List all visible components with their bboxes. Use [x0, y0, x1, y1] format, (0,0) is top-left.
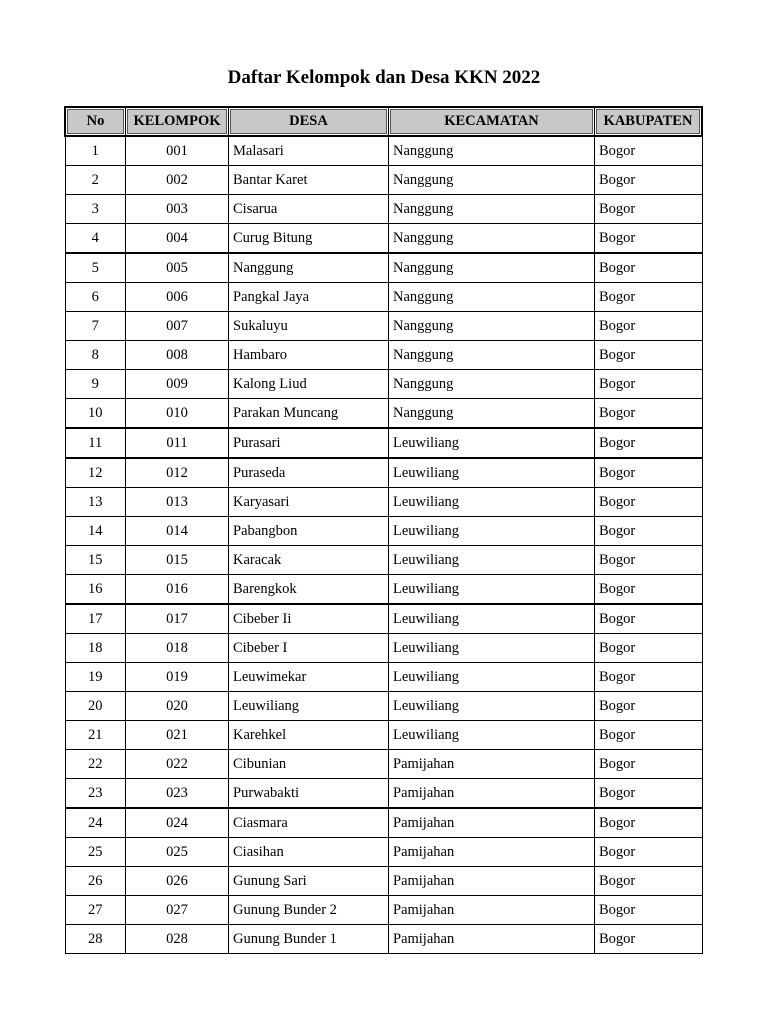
cell-kabupaten: Bogor: [595, 546, 703, 575]
cell-no: 9: [65, 370, 126, 399]
cell-kelompok: 027: [126, 896, 229, 925]
cell-kelompok: 020: [126, 692, 229, 721]
table-row: [65, 224, 702, 254]
table-row: [65, 195, 702, 224]
cell-desa: Cibunian: [229, 750, 389, 779]
cell-no: 2: [65, 166, 126, 195]
cell-kabupaten: Bogor: [595, 253, 703, 283]
cell-desa: Cibeber Ii: [229, 604, 389, 634]
cell-desa: Gunung Sari: [229, 867, 389, 896]
cell-desa: Karyasari: [229, 488, 389, 517]
cell-kelompok: 016: [126, 575, 229, 605]
table-row: [65, 925, 702, 954]
table-row: [65, 779, 702, 809]
cell-kabupaten: Bogor: [595, 341, 703, 370]
cell-no: 12: [65, 458, 126, 488]
table-row: [65, 312, 702, 341]
cell-kelompok: 025: [126, 838, 229, 867]
cell-desa: Cisarua: [229, 195, 389, 224]
cell-kecamatan: Pamijahan: [389, 867, 595, 896]
cell-no: 7: [65, 312, 126, 341]
cell-kecamatan: Nanggung: [389, 136, 595, 166]
cell-kelompok: 021: [126, 721, 229, 750]
cell-no: 19: [65, 663, 126, 692]
cell-kecamatan: Leuwiliang: [389, 517, 595, 546]
table-row: [65, 721, 702, 750]
cell-no: 28: [65, 925, 126, 954]
cell-kelompok: 006: [126, 283, 229, 312]
cell-desa: Parakan Muncang: [229, 399, 389, 429]
cell-kecamatan: Leuwiliang: [389, 575, 595, 605]
cell-kabupaten: Bogor: [595, 517, 703, 546]
cell-kabupaten: Bogor: [595, 370, 703, 399]
cell-kecamatan: Nanggung: [389, 166, 595, 195]
cell-no: 21: [65, 721, 126, 750]
cell-no: 6: [65, 283, 126, 312]
cell-kabupaten: Bogor: [595, 692, 703, 721]
cell-kabupaten: Bogor: [595, 925, 703, 954]
table-body: [65, 136, 702, 954]
header-kabupaten: KABUPATEN: [595, 107, 703, 136]
cell-kelompok: 012: [126, 458, 229, 488]
cell-kabupaten: Bogor: [595, 195, 703, 224]
cell-no: 8: [65, 341, 126, 370]
cell-kelompok: 015: [126, 546, 229, 575]
cell-no: 3: [65, 195, 126, 224]
cell-no: 24: [65, 808, 126, 838]
cell-kabupaten: Bogor: [595, 575, 703, 605]
table-row: [65, 838, 702, 867]
table-row: [65, 808, 702, 838]
cell-no: 11: [65, 428, 126, 458]
cell-no: 27: [65, 896, 126, 925]
cell-kecamatan: Leuwiliang: [389, 428, 595, 458]
cell-kelompok: 019: [126, 663, 229, 692]
cell-desa: Karacak: [229, 546, 389, 575]
cell-kecamatan: Pamijahan: [389, 838, 595, 867]
cell-no: 1: [65, 136, 126, 166]
cell-kelompok: 014: [126, 517, 229, 546]
header-no: No: [65, 107, 126, 136]
cell-no: 13: [65, 488, 126, 517]
cell-kelompok: 005: [126, 253, 229, 283]
cell-no: 22: [65, 750, 126, 779]
cell-kecamatan: Pamijahan: [389, 808, 595, 838]
table-row: [65, 283, 702, 312]
table-row: [65, 370, 702, 399]
cell-desa: Gunung Bunder 1: [229, 925, 389, 954]
cell-kabupaten: Bogor: [595, 488, 703, 517]
cell-desa: Pabangbon: [229, 517, 389, 546]
cell-kelompok: 013: [126, 488, 229, 517]
cell-desa: Hambaro: [229, 341, 389, 370]
cell-desa: Puraseda: [229, 458, 389, 488]
table-row: [65, 488, 702, 517]
cell-kecamatan: Pamijahan: [389, 896, 595, 925]
cell-kabupaten: Bogor: [595, 458, 703, 488]
cell-desa: Ciasmara: [229, 808, 389, 838]
cell-kecamatan: Nanggung: [389, 370, 595, 399]
cell-kecamatan: Nanggung: [389, 224, 595, 254]
table-row: [65, 166, 702, 195]
cell-no: 17: [65, 604, 126, 634]
cell-kabupaten: Bogor: [595, 867, 703, 896]
table-row: [65, 896, 702, 925]
cell-kecamatan: Leuwiliang: [389, 604, 595, 634]
cell-desa: Barengkok: [229, 575, 389, 605]
cell-desa: Sukaluyu: [229, 312, 389, 341]
cell-desa: Ciasihan: [229, 838, 389, 867]
cell-kabupaten: Bogor: [595, 838, 703, 867]
table-row: [65, 634, 702, 663]
cell-kecamatan: Nanggung: [389, 312, 595, 341]
document-title: Daftar Kelompok dan Desa KKN 2022: [227, 67, 541, 88]
cell-desa: Cibeber I: [229, 634, 389, 663]
cell-kelompok: 017: [126, 604, 229, 634]
cell-kelompok: 007: [126, 312, 229, 341]
cell-kelompok: 008: [126, 341, 229, 370]
cell-kecamatan: Leuwiliang: [389, 634, 595, 663]
table-row: [65, 253, 702, 283]
table-row: [65, 399, 702, 429]
table-row: [65, 575, 702, 605]
table-row: [65, 663, 702, 692]
table-row: [65, 136, 702, 166]
cell-desa: Malasari: [229, 136, 389, 166]
table-row: [65, 692, 702, 721]
cell-kecamatan: Pamijahan: [389, 750, 595, 779]
cell-kelompok: 024: [126, 808, 229, 838]
cell-no: 14: [65, 517, 126, 546]
cell-kecamatan: Leuwiliang: [389, 458, 595, 488]
cell-kecamatan: Nanggung: [389, 253, 595, 283]
cell-desa: Bantar Karet: [229, 166, 389, 195]
cell-kabupaten: Bogor: [595, 399, 703, 429]
cell-kabupaten: Bogor: [595, 428, 703, 458]
cell-kabupaten: Bogor: [595, 663, 703, 692]
cell-kabupaten: Bogor: [595, 808, 703, 838]
table-row: [65, 750, 702, 779]
cell-kecamatan: Leuwiliang: [389, 546, 595, 575]
cell-no: 23: [65, 779, 126, 809]
header-row: [65, 107, 702, 136]
cell-kelompok: 003: [126, 195, 229, 224]
cell-kelompok: 004: [126, 224, 229, 254]
cell-kabupaten: Bogor: [595, 283, 703, 312]
cell-desa: Nanggung: [229, 253, 389, 283]
kkn-group-table: [64, 106, 703, 954]
cell-no: 26: [65, 867, 126, 896]
cell-kecamatan: Nanggung: [389, 283, 595, 312]
cell-kabupaten: Bogor: [595, 896, 703, 925]
cell-kelompok: 026: [126, 867, 229, 896]
cell-no: 18: [65, 634, 126, 663]
cell-kecamatan: Pamijahan: [389, 925, 595, 954]
table-row: [65, 341, 702, 370]
table-row: [65, 458, 702, 488]
cell-desa: Gunung Bunder 2: [229, 896, 389, 925]
cell-kelompok: 009: [126, 370, 229, 399]
cell-desa: Pangkal Jaya: [229, 283, 389, 312]
cell-kecamatan: Leuwiliang: [389, 692, 595, 721]
cell-kabupaten: Bogor: [595, 604, 703, 634]
cell-kecamatan: Leuwiliang: [389, 663, 595, 692]
cell-kecamatan: Leuwiliang: [389, 488, 595, 517]
cell-kecamatan: Nanggung: [389, 399, 595, 429]
table-row: [65, 867, 702, 896]
cell-desa: Kalong Liud: [229, 370, 389, 399]
table-row: [65, 604, 702, 634]
cell-no: 15: [65, 546, 126, 575]
cell-no: 16: [65, 575, 126, 605]
table-row: [65, 428, 702, 458]
cell-kelompok: 010: [126, 399, 229, 429]
cell-kabupaten: Bogor: [595, 721, 703, 750]
header-kelompok: KELOMPOK: [126, 107, 229, 136]
table-row: [65, 546, 702, 575]
cell-kelompok: 011: [126, 428, 229, 458]
cell-kecamatan: Nanggung: [389, 341, 595, 370]
cell-kecamatan: Leuwiliang: [389, 721, 595, 750]
cell-no: 5: [65, 253, 126, 283]
cell-kecamatan: Pamijahan: [389, 779, 595, 809]
cell-no: 4: [65, 224, 126, 254]
cell-no: 20: [65, 692, 126, 721]
table-row: [65, 517, 702, 546]
cell-kabupaten: Bogor: [595, 750, 703, 779]
table-header: [65, 107, 702, 136]
cell-kelompok: 023: [126, 779, 229, 809]
cell-no: 10: [65, 399, 126, 429]
cell-kelompok: 001: [126, 136, 229, 166]
cell-no: 25: [65, 838, 126, 867]
cell-desa: Purasari: [229, 428, 389, 458]
header-desa: DESA: [229, 107, 389, 136]
cell-desa: Leuwimekar: [229, 663, 389, 692]
header-kecamatan: KECAMATAN: [389, 107, 595, 136]
cell-desa: Leuwiliang: [229, 692, 389, 721]
cell-kabupaten: Bogor: [595, 136, 703, 166]
cell-kabupaten: Bogor: [595, 312, 703, 341]
cell-kelompok: 002: [126, 166, 229, 195]
cell-desa: Karehkel: [229, 721, 389, 750]
cell-kabupaten: Bogor: [595, 779, 703, 809]
cell-kabupaten: Bogor: [595, 224, 703, 254]
cell-desa: Curug Bitung: [229, 224, 389, 254]
cell-kelompok: 022: [126, 750, 229, 779]
cell-kabupaten: Bogor: [595, 634, 703, 663]
cell-kelompok: 018: [126, 634, 229, 663]
cell-kelompok: 028: [126, 925, 229, 954]
cell-kecamatan: Nanggung: [389, 195, 595, 224]
cell-kabupaten: Bogor: [595, 166, 703, 195]
cell-desa: Purwabakti: [229, 779, 389, 809]
